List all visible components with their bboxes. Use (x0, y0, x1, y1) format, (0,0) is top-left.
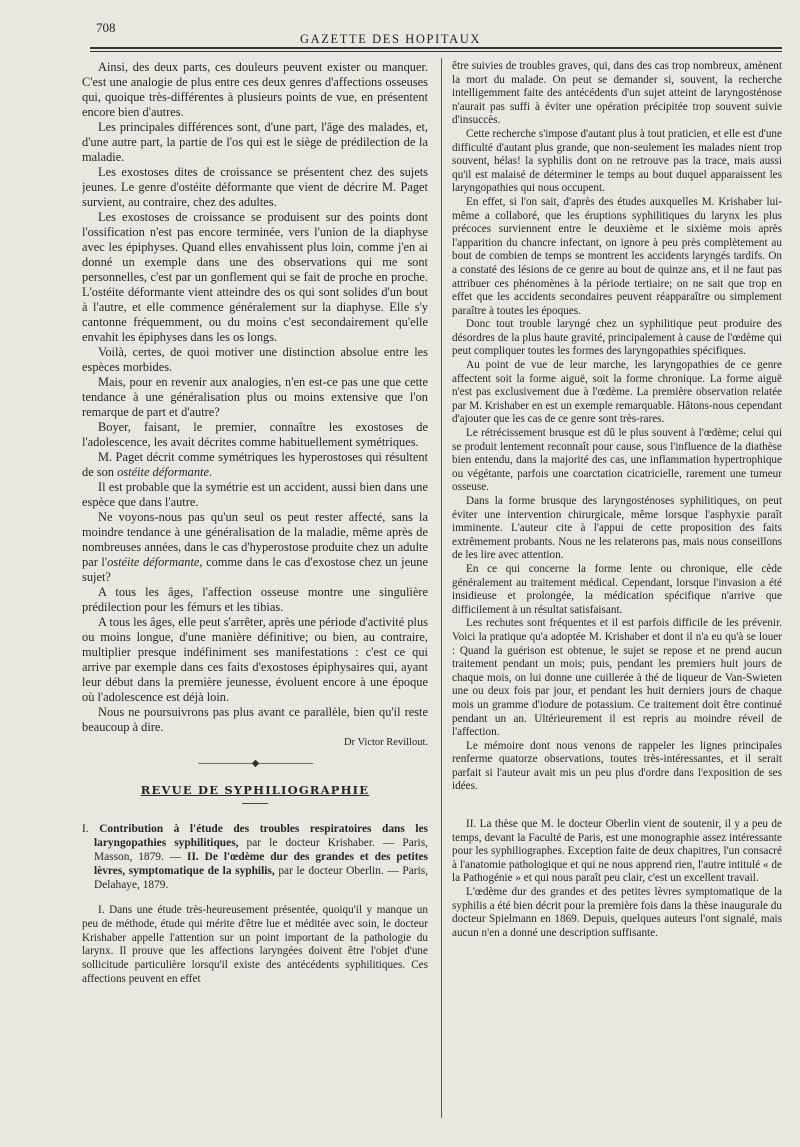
text-run: . (209, 465, 213, 479)
left-column (82, 60, 428, 1130)
section-title: REVUE DE SYPHILIOGRAPHIE (140, 783, 370, 797)
paragraph: A tous les âges, elle peut s'arrêter, après une période d'activité plus ou moins longue, d'une manière définitive; ou bien, au contraire, multiplier presque indéfiniment ses manifestations : c'est ce qui arrive par exemple dans ces faits d'exostoses épiphysaires qui, ayant leur début dans la première jeunesse, évoluent encore à une époque où l'adolescence est déjà loin. (82, 615, 428, 704)
paragraph: Le rétrécissement brusque est dû le plus souvent à l'œdème; celui qui se produit lentement reconnaît pour cause, sous l'influence de la diathèse bien entendu, dans la majorité des cas, une inflammation hypertrophique ou végétante, parfois une coarctation cicatricielle, rarement une tumeur osseuse. (452, 427, 782, 494)
paragraph: II. La thèse que M. le docteur Oberlin vient de soutenir, il y a peu de temps, devant la Faculté de Paris, est une monographie assez intéressante pour les syphiliographes. Exception faite de deux chapitres, l'un consacré à l'anatomie pathologique et qui ne nous apprend rien, l'autre intitulé « de la Pathogénie » et qui nous paraît peu clair, c'est un excellent travail. (452, 818, 782, 885)
reference-title: Contribution à l'étude des troubles respiratoires dans les laryngopathies syphilitiques, (94, 823, 428, 849)
paragraph: Mais, pour en revenir aux analogies, n'en est-ce pas une que cette tendance à une généralisation plus ou moins extensive que l'on remarque de part et d'autre? (82, 375, 428, 419)
reference-title: De l'œdème dur des grandes et des petites lèvres, symptomatique de la syphilis, (94, 851, 428, 877)
short-rule (242, 803, 268, 804)
right-column (452, 60, 782, 1130)
italic-term: ostéite déformante (117, 465, 209, 479)
author-signature: Dr Victor Revillout. (343, 737, 428, 748)
spacer (452, 794, 782, 806)
paragraph: Le mémoire dont nous venons de rappeler les lignes principales renferme quatorze observations, toutes très-intéressantes, et il serait parfait si l'auteur avait mis un peu plus d'ordre dans l'exposition de ses idées. (452, 739, 782, 793)
spacer (82, 892, 428, 904)
page-number: 708 (96, 20, 116, 35)
reference-entry (82, 822, 428, 892)
spacer (452, 806, 782, 818)
bibliographic-reference (82, 822, 428, 892)
paragraph-paget (82, 450, 428, 480)
paragraph: Dans la forme brusque des laryngosténoses syphilitiques, on peut éviter une intervention chirurgicale, même lorsque l'asphyxie paraît imminente. L'auteur cite à l'appui de cette proposition des faits extrêmement probants. Nous ne les relaterons pas, mais nous conseillons de les lire avec attention. (452, 495, 782, 562)
paragraph: I. Dans une étude très-heureusement présentée, quoiqu'il y manque un peu de méthode, étude qui mérite d'être lue et méditée avec soin, le docteur Krishaber appelle l'attention sur un point important de la pathologie du larynx. Il prouve que les affections laryngées doivent être l'objet d'une sollicitude particulière lorsqu'il existe des antécédents syphilitiques. Ces affections peuvent en effet (82, 904, 428, 985)
paragraph: Ainsi, des deux parts, ces douleurs peuvent exister ou manquer. C'est une analogie de plus entre ces deux genres d'affections osseuses qui, quoique très-différentes à plusieurs points de vue, en présentent encore bien d'autres. (82, 60, 428, 119)
paragraph: Il est probable que la symétrie est un accident, aussi bien dans une espèce que dans l'autre. (82, 480, 428, 509)
paragraph: Les principales différences sont, d'une part, l'âge des malades, et, d'une autre part, la partie de l'os qui est le siège de prédilection de la maladie. (82, 120, 428, 164)
paragraph: A tous les âges, l'affection osseuse montre une singulière prédilection pour les fémurs et les tibias. (82, 585, 428, 614)
text-run: M. Paget décrit comme symétriques les hyperostoses qui résultent de son (82, 450, 428, 479)
reference-details: par le docteur Krishaber. — Paris, Masson, 1879. — (94, 837, 428, 863)
reference-number: I. (82, 823, 89, 835)
paragraph: Nous ne poursuivrons pas plus avant ce parallèle, bien qu'il reste beaucoup à dire. (82, 705, 428, 734)
divider-ornament: ——————◆—————— (197, 758, 313, 769)
reference-details: par le docteur Oberlin. — Paris, Delahaye, 1879. (94, 865, 428, 891)
reference-number: II. (187, 851, 199, 863)
page-header (0, 0, 800, 48)
paragraph: Au point de vue de leur marche, les laryngopathies de ce genre affectent soit la forme aiguë, soit la forme chronique. La forme aiguë n'est pas exclusivement due à l'œdème. La première observation relatée par M. Krishaber en est un exemple remarquable. Hâtons-nous cependant d'ajouter que les cas de ce genre sont très-rares. (452, 359, 782, 426)
paragraph: Boyer, faisant, le premier, connaître les exostoses de l'adolescence, les avait décrites comme habituellement symétriques. (82, 420, 428, 449)
paragraph: être suivies de troubles graves, qui, dans des cas trop nombreux, amènent la mort du malade. On peut se demander si, souvent, la recherche intelligemment faite des antécédents d'un sujet atteint de laryngosténose n'aurait pas suffi à éviter une opération précipitée trop souvent suivie d'insuccès. (452, 60, 782, 127)
header-rule-thin (90, 51, 782, 52)
paragraph: En effet, si l'on sait, d'après des études auxquelles M. Krishaber lui-même a collaboré, que les éruptions syphilitiques du larynx les plus précoces surviennent entre le deuxième et le sixième mois après l'apparition du chancre infectant, on ignore à peu près complètement au bout de combien de temps se montrent les accidents laryngés tardifs. On a constaté des lésions de ce genre au bout de quinze ans, et il ne faut pas attribuer ces phénomènes à la période tertiaire; on ne sait que trop en effet que les accidents secondaires peuvent réapparaître ou simplement paraître à toutes les époques. (452, 195, 782, 317)
running-head: GAZETTE DES HOPITAUX (300, 32, 481, 46)
paragraph: L'œdème dur des grandes et des petites lèvres symptomatique de la syphilis a été bien décrit pour la première fois dans la thèse inaugurale du docteur Spielmann en 1869. Depuis, quelques auteurs l'ont signalé, mais aucun n'en a donné une description suffisante. (452, 886, 782, 939)
italic-term: ostéite déformante (107, 555, 200, 569)
paragraph: Les rechutes sont fréquentes et il est parfois difficile de les prévenir. Voici la pratique qu'a adoptée M. Krishaber et dont il n'a eu qu'à se louer : Quand la guérison est obtenue, le sujet se repose et ne prend aucun traitement pendant un mois; puis, pendant les premiers huit jours de chaque mois, on lui donne une cuillerée à thé de liqueur de Van-Swieten une ou deux fois par jour, et pendant les huit derniers jours de chaque mois un gramme d'iodure de potassium. Ce traitement doit être continué pendant un an. Ultérieurement il est repris au moindre réveil de l'affection. (452, 617, 782, 739)
paragraph: Cette recherche s'impose d'autant plus à tout praticien, et elle est d'une difficulté d'autant plus grande, que non-seulement les malades nient trop souvent, hélas! la syphilis dont on ne retrouve pas la trace, mais aussi qu'il est malaisé de déterminer le temps au bout duquel apparaissent les laryngopathies qui nous occupent. (452, 127, 782, 195)
text-run: , comme dans le cas d'exostose chez un jeune sujet? (82, 555, 428, 584)
column-divider (441, 58, 442, 1118)
paragraph: En ce qui concerne la forme lente ou chronique, elle cède généralement au traitement médical. Cependant, lorsque l'invasion a été insidieuse et prolongée, la médication spécifique n'arrive que difficilement à un résultat satisfaisant. (452, 562, 782, 616)
paragraph: Voilà, certes, de quoi motiver une distinction absolue entre les espèces morbides. (82, 345, 428, 374)
paragraph: Les exostoses de croissance se produisent sur des points dont l'ossification n'est pas encore terminée, vers l'union de la diaphyse avec les épiphyses. Quand elles envahissent plus loin, comme j'en ai donné un exemple dans une des observations qui me sont personnelles, c'est par un gonflement qui se fait de proche en proche. L'ostéite déformante vient atteindre des os qui sont solides d'un bout à l'autre, et elle commence généralement sur la diaphyse. Elle s'y cantonne fréquemment, ou du moins c'est secondairement qu'elle envahit les épiphyses dans les os longs. (82, 210, 428, 344)
paragraph-voyons (82, 510, 428, 585)
header-rule-thick (90, 47, 782, 49)
paragraph: Les exostoses dites de croissance se présentent chez des sujets jeunes. Le genre d'ostéite déformante que vient de décrire M. Paget survient, au contraire, chez des adultes. (82, 165, 428, 209)
paragraph: Donc tout trouble laryngé chez un syphilitique peut produire des désordres de la plus haute gravité, principalement à cause de l'œdème qui peut compliquer toutes les formes des laryngopathies spécifiques. (452, 318, 782, 358)
text-run: Ne voyons-nous pas qu'un seul os peut rester affecté, sans la moindre tendance à une généralisation de la maladie, même après de nombreuses années, dans le cas d'hyperostose produite chez un adulte par l' (82, 510, 428, 569)
